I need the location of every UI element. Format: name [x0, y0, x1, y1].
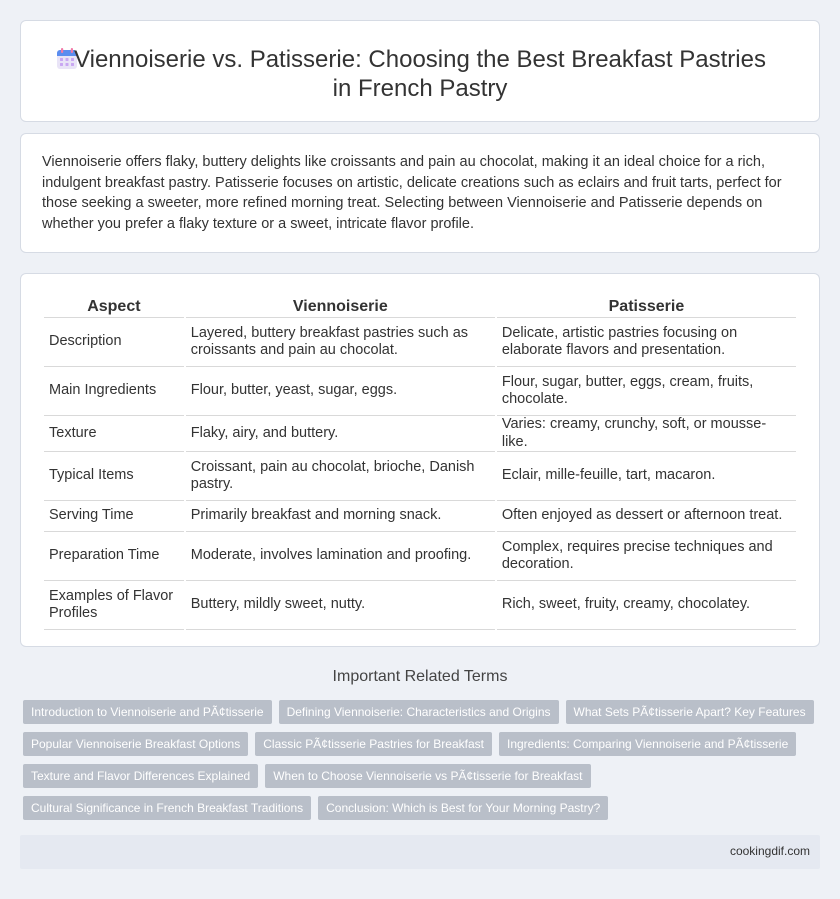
cell-aspect: Typical Items	[44, 452, 184, 501]
tag-row	[23, 764, 823, 788]
cell-aspect: Texture	[44, 416, 184, 452]
cell-viennoiserie: Primarily breakfast and morning snack.	[186, 501, 495, 532]
tag-row	[23, 796, 823, 820]
related-term-link[interactable]: What Sets PÃ¢tisserie Apart? Key Features	[566, 700, 814, 724]
cell-patisserie: Often enjoyed as dessert or afternoon treat.	[497, 501, 796, 532]
related-terms-title: Important Related Terms	[332, 668, 508, 685]
related-term-link[interactable]: Conclusion: Which is Best for Your Morning Pastry?	[318, 796, 608, 820]
cell-viennoiserie: Buttery, mildly sweet, nutty.	[186, 581, 495, 630]
cell-viennoiserie: Croissant, pain au chocolat, brioche, Danish pastry.	[186, 452, 495, 501]
table-row	[44, 318, 796, 367]
cell-aspect: Examples of Flavor Profiles	[44, 581, 184, 630]
header-viennoiserie: Viennoiserie	[186, 292, 495, 318]
table-row	[44, 416, 796, 452]
cell-viennoiserie: Moderate, involves lamination and proofing.	[186, 532, 495, 581]
header-patisserie: Patisserie	[497, 292, 796, 318]
cell-patisserie: Complex, requires precise techniques and decoration.	[497, 532, 796, 581]
table-row	[44, 452, 796, 501]
related-term-link[interactable]: Popular Viennoiserie Breakfast Options	[23, 732, 248, 756]
table-row	[44, 532, 796, 581]
related-term-link[interactable]: Ingredients: Comparing Viennoiserie and PÃ¢tisserie	[499, 732, 796, 756]
comparison-table	[42, 292, 798, 630]
table-row	[44, 581, 796, 630]
related-term-link[interactable]: Texture and Flavor Differences Explained	[23, 764, 258, 788]
header-aspect: Aspect	[44, 292, 184, 318]
page-title-line-2: in French Pastry	[332, 75, 508, 102]
table-header-row	[44, 292, 796, 318]
related-term-link[interactable]: Introduction to Viennoiserie and PÃ¢tisserie	[23, 700, 272, 724]
related-term-link[interactable]: Defining Viennoiserie: Characteristics and Origins	[279, 700, 559, 724]
table-row	[44, 367, 796, 416]
cell-aspect: Preparation Time	[44, 532, 184, 581]
table-row	[44, 501, 796, 532]
tag-row	[23, 732, 823, 756]
cell-patisserie: Flour, sugar, butter, eggs, cream, fruits, chocolate.	[497, 367, 796, 416]
title-card	[20, 20, 820, 122]
related-terms-list	[23, 700, 823, 828]
cell-patisserie: Eclair, mille-feuille, tart, macaron.	[497, 452, 796, 501]
page-title-line-1: Viennoiserie vs. Patisserie: Choosing the Best Breakfast Pastries	[74, 46, 766, 73]
intro-paragraph: Viennoiserie offers flaky, buttery delights like croissants and pain au chocolat, making it an ideal choice for a rich, indulgent breakfast pastry. Patisserie focuses on artistic, delicate creations such as eclairs and fruit tarts, perfect for those seeking a sweeter, more refined morning treat. Selecting between Viennoiserie and Patisserie depends on whether you prefer a flaky texture or a sweet, intricate flavor profile.	[42, 154, 782, 232]
intro-card	[20, 133, 820, 253]
footer	[20, 835, 820, 869]
related-term-link[interactable]: Cultural Significance in French Breakfast Traditions	[23, 796, 311, 820]
related-term-link[interactable]: Classic PÃ¢tisserie Pastries for Breakfast	[255, 732, 492, 756]
cell-patisserie: Delicate, artistic pastries focusing on elaborate flavors and presentation.	[497, 318, 796, 367]
cell-viennoiserie: Layered, buttery breakfast pastries such as croissants and pain au chocolat.	[186, 318, 495, 367]
related-term-link[interactable]: When to Choose Viennoiserie vs PÃ¢tisserie for Breakfast	[265, 764, 590, 788]
cell-aspect: Main Ingredients	[44, 367, 184, 416]
cell-patisserie: Varies: creamy, crunchy, soft, or mousse-like.	[497, 416, 796, 452]
cell-viennoiserie: Flaky, airy, and buttery.	[186, 416, 495, 452]
cell-viennoiserie: Flour, butter, yeast, sugar, eggs.	[186, 367, 495, 416]
comparison-card	[20, 273, 820, 647]
cell-aspect: Description	[44, 318, 184, 367]
page-title	[21, 45, 819, 103]
cell-aspect: Serving Time	[44, 501, 184, 532]
tag-row	[23, 700, 823, 724]
cell-patisserie: Rich, sweet, fruity, creamy, chocolatey.	[497, 581, 796, 630]
footer-site-link[interactable]: cookingdif.com	[729, 844, 810, 858]
